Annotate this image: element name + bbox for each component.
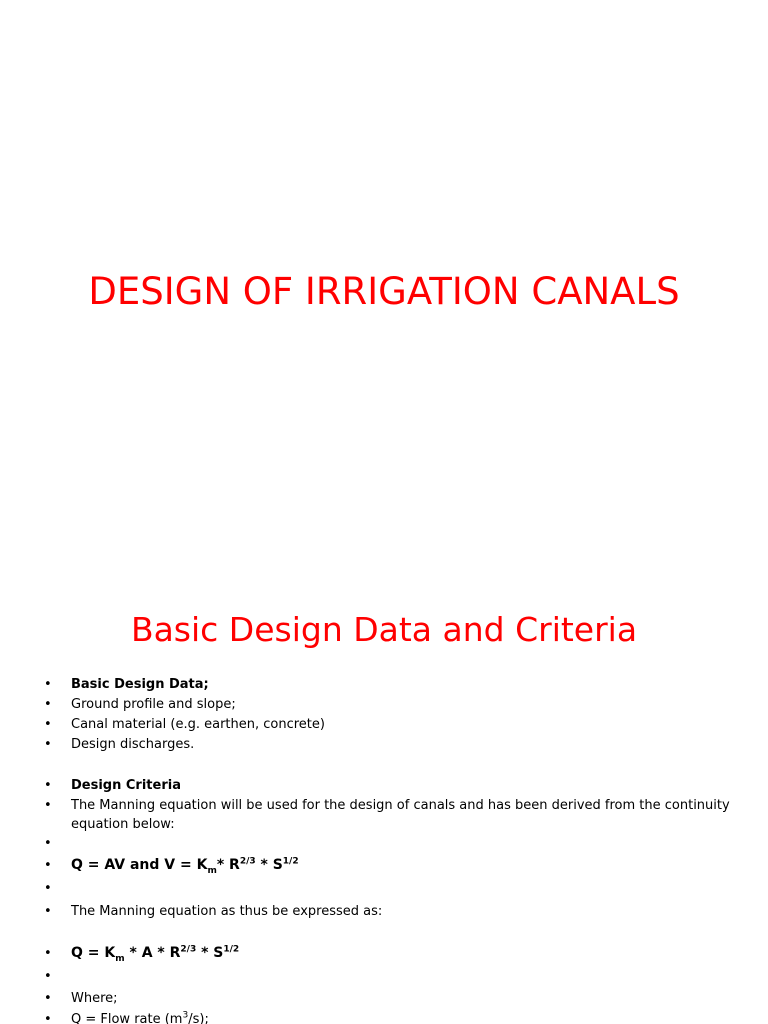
eq2-part-b: * A * R <box>124 945 181 961</box>
bullet-icon: • <box>44 737 52 752</box>
eq1-part-b: * R <box>216 857 240 873</box>
slide-title-main: DESIGN OF IRRIGATION CANALS <box>88 270 680 313</box>
manning-intro-text: The Manning equation will be used for the design of canals and has been derived from the continuity equation below: <box>71 798 730 832</box>
flow-rate-tail: /s); <box>188 1012 209 1024</box>
flow-rate-text <box>71 1010 741 1024</box>
bullet-icon: • <box>44 677 52 692</box>
flow-rate-label: Q = Flow rate (m <box>71 1012 183 1024</box>
eq2-part-a: Q = K <box>71 945 116 961</box>
eq2-sup-r: 2/3 <box>180 944 197 955</box>
design-discharges-text: Design discharges. <box>71 737 195 752</box>
flow-rate-sup: 3 <box>182 1010 189 1021</box>
slide-title-basic-design: Basic Design Data and Criteria <box>130 610 638 649</box>
equation-manning <box>71 944 741 963</box>
bullet-icon: • <box>44 904 52 919</box>
design-criteria-heading: Design Criteria <box>71 778 181 793</box>
bullet-icon: • <box>44 778 52 793</box>
eq1-sup-s: 1/2 <box>282 856 299 867</box>
bullet-icon: • <box>44 717 52 732</box>
bullet-icon: • <box>44 858 52 873</box>
basic-design-data-heading: Basic Design Data; <box>71 677 209 692</box>
bullet-icon: • <box>44 836 52 851</box>
canal-material-text: Canal material (e.g. earthen, concrete) <box>71 717 325 732</box>
eq2-sub-m: m <box>115 953 125 964</box>
bullet-icon: • <box>44 969 52 984</box>
eq1-sub-m: m <box>207 865 217 876</box>
bullet-icon: • <box>44 697 52 712</box>
where-text: Where; <box>71 991 118 1006</box>
eq2-sup-s: 1/2 <box>223 944 240 955</box>
manning-expressed-text: The Manning equation as thus be expressed as: <box>71 904 383 919</box>
equation-continuity <box>71 856 741 875</box>
ground-profile-text: Ground profile and slope; <box>71 697 236 712</box>
bullet-icon: • <box>44 946 52 961</box>
bullet-icon: • <box>44 991 52 1006</box>
eq2-part-c: * S <box>196 945 224 961</box>
eq1-part-a: Q = AV and V = K <box>71 857 208 873</box>
bullet-icon: • <box>44 881 52 896</box>
bullet-icon: • <box>44 798 52 813</box>
eq1-sup-r: 2/3 <box>239 856 256 867</box>
bullet-icon: • <box>44 1012 52 1024</box>
eq1-part-c: * S <box>255 857 283 873</box>
